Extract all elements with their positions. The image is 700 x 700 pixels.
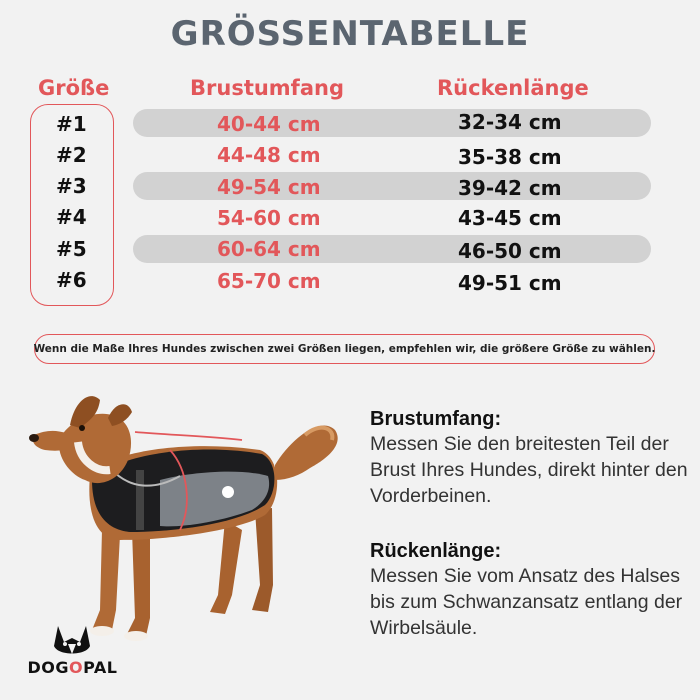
row-2-chest: 44-48 cm [217, 143, 321, 167]
dog-head-icon [20, 620, 125, 660]
back-description-text: Messen Sie vom Ansatz des Halses bis zum Schwanzansatz entlang der Wirbelsäule. [370, 565, 683, 639]
row-2-size: #2 [56, 143, 87, 167]
row-1-back: 32-34 cm [458, 110, 562, 134]
row-bar-1 [133, 109, 651, 137]
chest-description [370, 407, 690, 509]
row-3-size: #3 [56, 174, 87, 198]
dogopal-logo [20, 620, 125, 680]
back-description [370, 539, 690, 641]
page-title: GRÖSSENTABELLE [170, 14, 530, 54]
row-bar-3 [133, 172, 651, 200]
row-6-back: 49-51 cm [458, 271, 562, 295]
back-description-title: Rückenlänge: [370, 540, 502, 562]
row-5-size: #5 [56, 237, 87, 261]
row-1-chest: 40-44 cm [217, 112, 321, 136]
row-5-chest: 60-64 cm [217, 237, 321, 261]
chest-description-title: Brustumfang: [370, 408, 502, 430]
row-4-chest: 54-60 cm [217, 206, 321, 230]
row-3-back: 39-42 cm [458, 176, 562, 200]
chest-description-text: Messen Sie den breitesten Teil der Brust Ihres Hundes, direkt hinter den Vorderbeinen. [370, 433, 688, 507]
row-4-back: 43-45 cm [458, 206, 562, 230]
row-1-size: #1 [56, 112, 87, 136]
row-4-size: #4 [56, 205, 87, 229]
row-6-chest: 65-70 cm [217, 269, 321, 293]
header-size: Größe [38, 76, 110, 100]
logo-text: DOGOPAL [27, 658, 118, 677]
header-chest: Brustumfang [190, 76, 344, 100]
row-bar-5 [133, 235, 651, 263]
row-2-back: 35-38 cm [458, 145, 562, 169]
row-6-size: #6 [56, 268, 87, 292]
size-advice-note: Wenn die Maße Ihres Hundes zwischen zwei Größen liegen, empfehlen wir, die größere Größe zu wählen. [34, 334, 655, 364]
row-5-back: 46-50 cm [458, 239, 562, 263]
row-3-chest: 49-54 cm [217, 175, 321, 199]
header-back: Rückenlänge [437, 76, 589, 100]
